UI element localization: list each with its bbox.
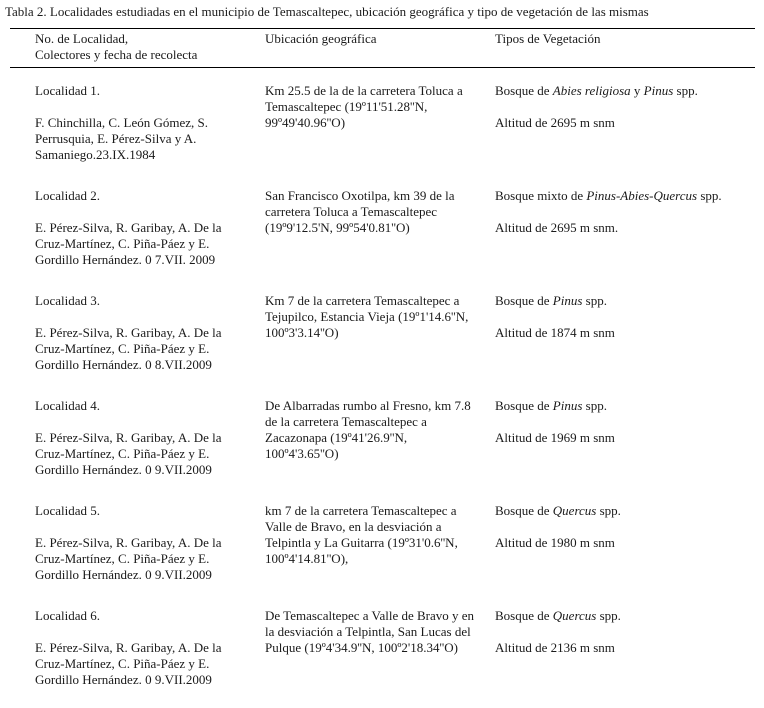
vegetation-cell [495, 188, 755, 283]
table-body [10, 68, 755, 708]
altitude-text: Altitud de 1969 m snm [495, 430, 615, 445]
locality-label: Localidad 5. [35, 503, 100, 518]
header-location: Ubicación geográfica [265, 31, 377, 46]
altitude-text: Altitud de 2695 m snm. [495, 220, 619, 235]
location-text: San Francisco Oxotilpa, km 39 de la carretera Toluca a Temascaltepec (19º9'12.5'N, 99º54'0.81''O) [265, 188, 455, 235]
table-row-locality-1 [10, 83, 755, 178]
header-locality-line1: No. de Localidad, [35, 31, 129, 46]
vegetation-cell [495, 293, 755, 388]
locality-cell [10, 188, 265, 283]
location-text: De Temascaltepec a Valle de Bravo y en la desviación a Telpintla, San Lucas del Pulque (19º4'34.9''N, 100º2'18.34''O) [265, 608, 475, 655]
collectors-text: E. Pérez-Silva, R. Garibay, A. De la Cruz-Martínez, C. Piña-Páez y E. Gordillo Hernández. 0 8.VII.2009 [35, 325, 222, 372]
header-vegetation: Tipos de Vegetación [495, 31, 601, 46]
vegetation-text: Bosque de Pinus spp. [495, 293, 607, 308]
altitude-text: Altitud de 1874 m snm [495, 325, 615, 340]
vegetation-cell [495, 608, 755, 703]
collectors-text: E. Pérez-Silva, R. Garibay, A. De la Cruz-Martínez, C. Piña-Páez y E. Gordillo Hernández. 0 7.VII. 2009 [35, 220, 222, 267]
table-caption: Tabla 2. Localidades estudiadas en el municipio de Temascaltepec, ubicación geográfica y tipo de vegetación de las mismas [5, 4, 649, 19]
vegetation-cell [495, 83, 755, 178]
vegetation-text: Bosque de Pinus spp. [495, 398, 607, 413]
locality-label: Localidad 2. [35, 188, 100, 203]
table-row-locality-2 [10, 188, 755, 283]
location-text: Km 25.5 de la de la carretera Toluca a Temascaltepec (19º11'51.28''N, 99º49'40.96''O) [265, 83, 463, 130]
table-header-row [10, 29, 755, 68]
locality-label: Localidad 6. [35, 608, 100, 623]
vegetation-text: Bosque de Abies religiosa y Pinus spp. [495, 83, 698, 98]
locality-label: Localidad 1. [35, 83, 100, 98]
table-row-locality-6 [10, 608, 755, 703]
locality-label: Localidad 4. [35, 398, 100, 413]
locality-cell [10, 293, 265, 388]
locality-label: Localidad 3. [35, 293, 100, 308]
vegetation-text: Bosque de Quercus spp. [495, 608, 621, 623]
vegetation-text: Bosque mixto de Pinus-Abies-Quercus spp. [495, 188, 722, 203]
location-text: Km 7 de la carretera Temascaltepec a Tejupilco, Estancia Vieja (19º1'14.6''N, 100º3'3.14''O) [265, 293, 469, 340]
altitude-text: Altitud de 2136 m snm [495, 640, 615, 655]
location-text: km 7 de la carretera Temascaltepec a Valle de Bravo, en la desviación a Telpintla y La Guitarra (19º31'0.6''N, 100º4'14.81''O), [265, 503, 458, 566]
vegetation-cell [495, 503, 755, 598]
altitude-text: Altitud de 1980 m snm [495, 535, 615, 550]
locality-cell [10, 608, 265, 703]
locality-cell [10, 83, 265, 178]
table-row-locality-5 [10, 503, 755, 598]
localities-table [10, 28, 755, 708]
vegetation-cell [495, 398, 755, 493]
locality-cell [10, 503, 265, 598]
vegetation-text: Bosque de Quercus spp. [495, 503, 621, 518]
collectors-text: F. Chinchilla, C. León Gómez, S. Perrusquia, E. Pérez-Silva y A. Samaniego.23.IX.1984 [35, 115, 208, 162]
locality-cell [10, 398, 265, 493]
collectors-text: E. Pérez-Silva, R. Garibay, A. De la Cruz-Martínez, C. Piña-Páez y E. Gordillo Hernández. 0 9.VII.2009 [35, 640, 222, 687]
table-row-locality-4 [10, 398, 755, 493]
location-text: De Albarradas rumbo al Fresno, km 7.8 de la carretera Temascaltepec a Zacazonapa (19º41'26.9''N, 100º4'3.65''O) [265, 398, 471, 461]
table-row-locality-3 [10, 293, 755, 388]
header-locality-line2: Colectores y fecha de recolecta [35, 47, 198, 62]
altitude-text: Altitud de 2695 m snm [495, 115, 615, 130]
collectors-text: E. Pérez-Silva, R. Garibay, A. De la Cruz-Martínez, C. Piña-Páez y E. Gordillo Hernández. 0 9.VII.2009 [35, 535, 222, 582]
collectors-text: E. Pérez-Silva, R. Garibay, A. De la Cruz-Martínez, C. Piña-Páez y E. Gordillo Hernández. 0 9.VII.2009 [35, 430, 222, 477]
header-locality-collectors [10, 31, 265, 63]
